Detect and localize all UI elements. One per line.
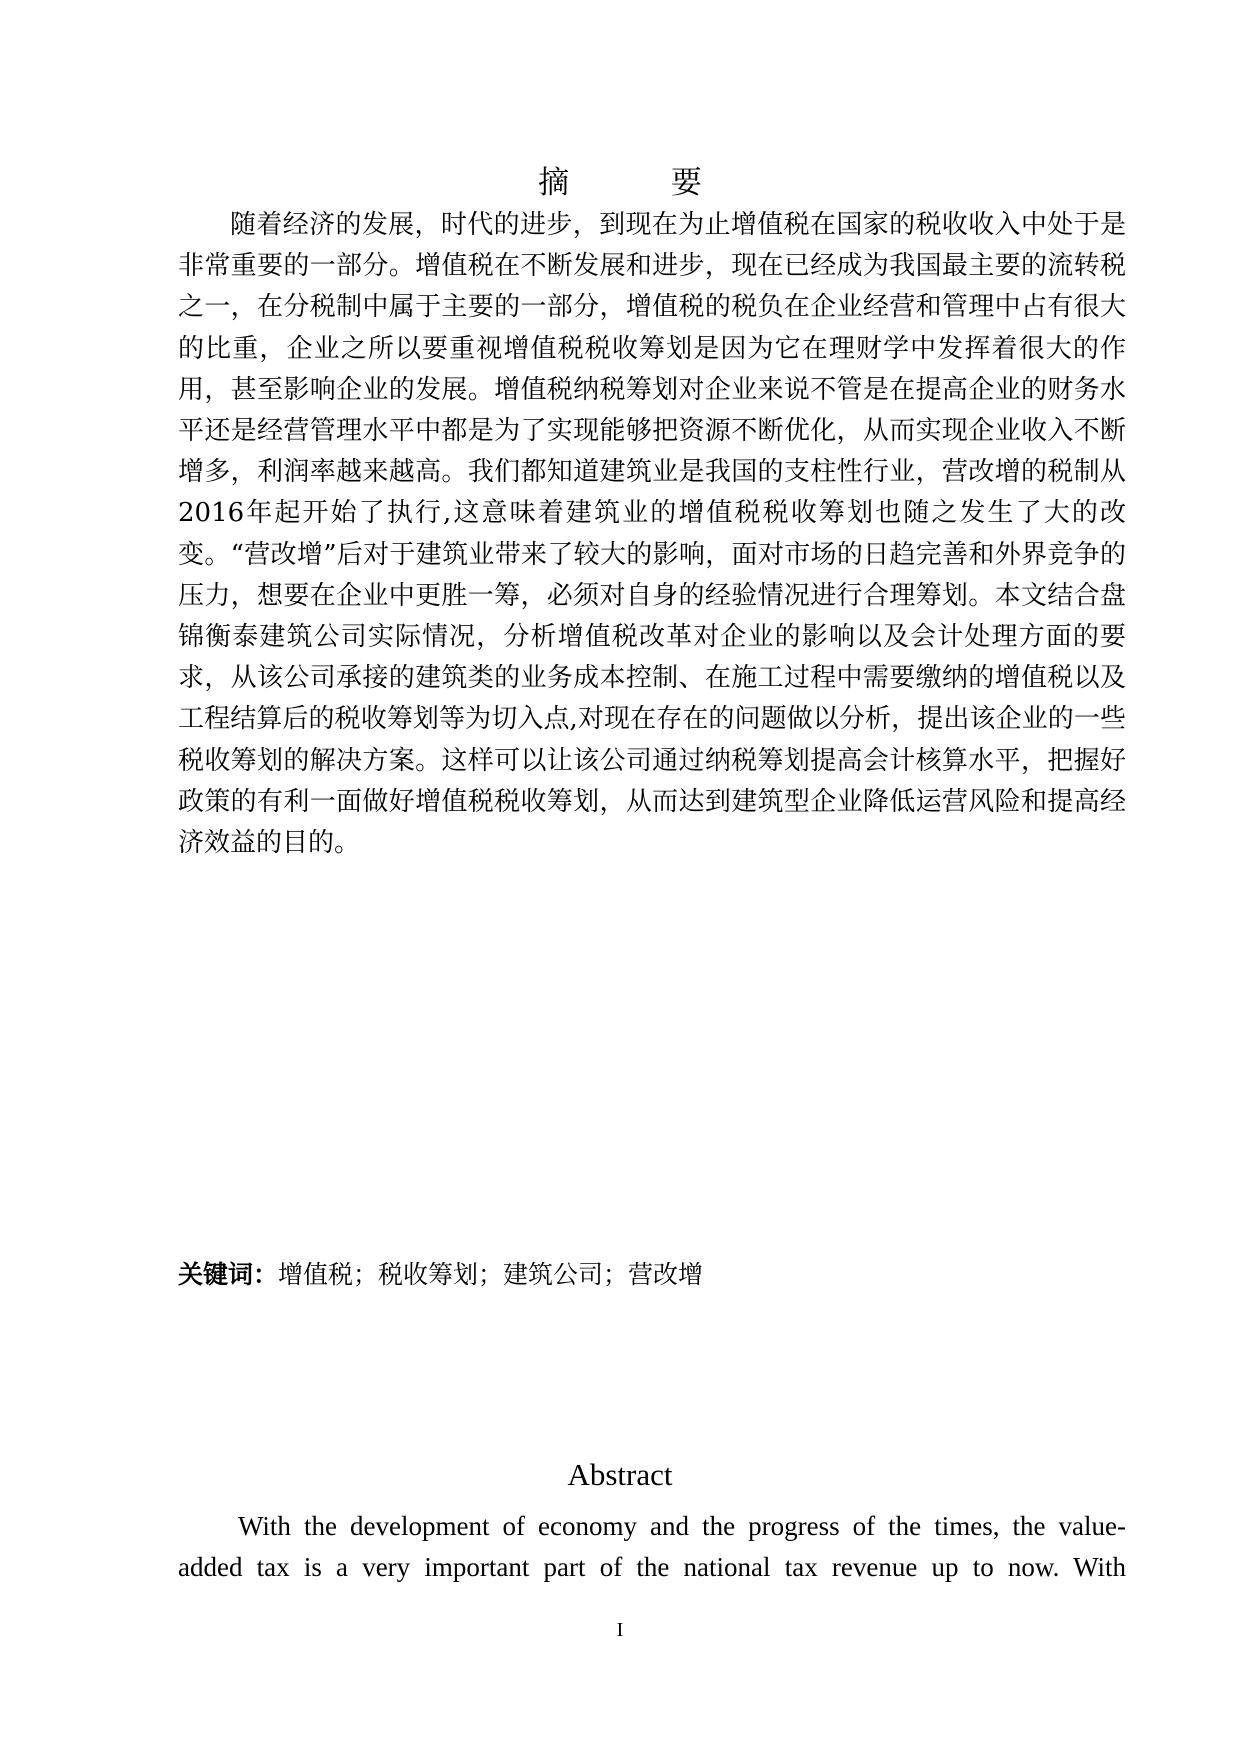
keywords-text: 增值税；税收筹划；建筑公司；营改增 bbox=[278, 1260, 704, 1289]
page-number: I bbox=[616, 1619, 624, 1641]
keywords-label: 关键词： bbox=[178, 1260, 279, 1289]
english-abstract-line-1: With the development of economy and the progress of the times, the value- bbox=[238, 1511, 1126, 1541]
chinese-abstract-body: 随着经济的发展，时代的进步，到现在为止增值税在国家的税收收入中处于是非常重要的一部分。增值税在不断发展和进步，现在已经成为我国最主要的流转税之一，在分税制中属于主要的一部分，增值税的税负在企业经营和管理中占有很大的比重，企业之所以要重视增值税税收筹划是因为它在理财学中发挥着很大的作用，甚至影响企业的发展。增值税纳税筹划对企业来说不管是在提高企业的财务水平还是经营管理水平中都是为了实现能够把资源不断优化，从而实现企业收入不断增多，利润率越来越高。我们都知道建筑业是我国的支柱性行业，营改增的税制从2016年起开始了执行,这意味着建筑业的增值税税收筹划也随之发生了大的改变。“营改增”后对于建筑业带来了较大的影响，面对市场的日趋完善和外界竞争的压力，想要在企业中更胜一筹，必须对自身的经验情况进行合理筹划。本文结合盘锦衡泰建筑公司实际情况，分析增值税改革对企业的影响以及会计处理方面的要求，从该公司承接的建筑类的业务成本控制、在施工过程中需要缴纳的增值税以及工程结算后的税收筹划等为切入点,对现在存在的问题做以分析，提出该企业的一些税收筹划的解决方案。这样可以让该公司通过纳税筹划提高会计核算水平，把握好政策的有利一面做好增值税税收筹划，从而达到建筑型企业降低运营风险和提高经济效益的目的。 bbox=[178, 210, 1126, 859]
keywords-line bbox=[178, 1257, 1126, 1293]
english-abstract-body bbox=[178, 1506, 1126, 1588]
chinese-abstract-title: 摘 要 bbox=[538, 165, 748, 201]
english-abstract-line-2: added tax is a very important part of the national tax revenue up to now. With bbox=[178, 1552, 1126, 1583]
english-abstract-title: Abstract bbox=[567, 1457, 673, 1492]
